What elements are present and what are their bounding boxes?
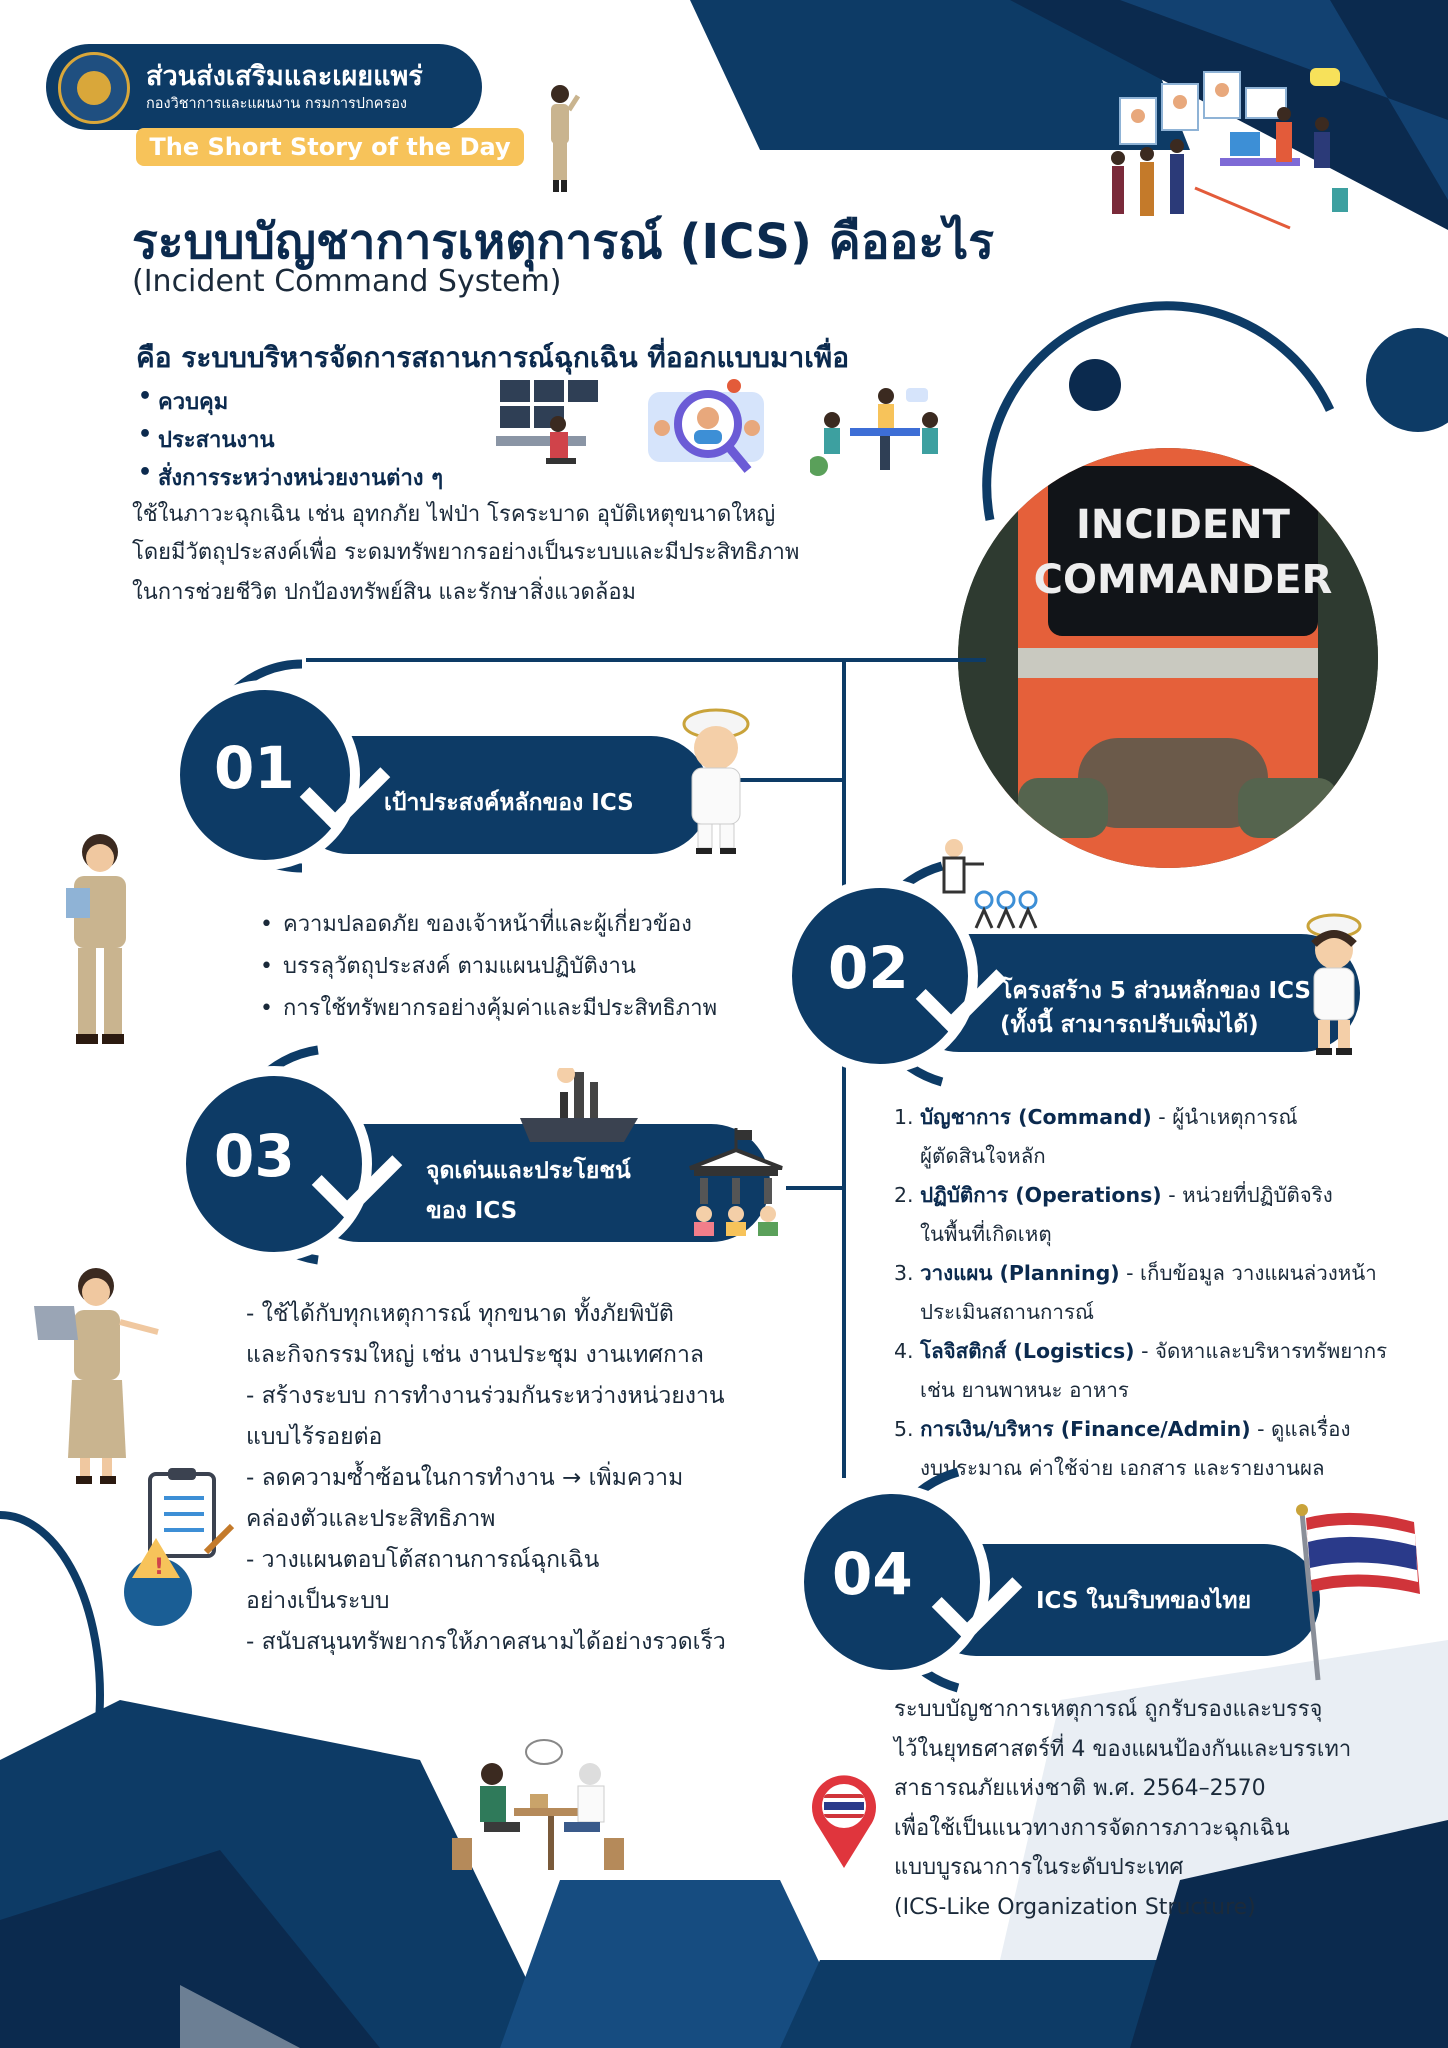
thai-context-line: แบบบูรณาการในระดับประเทศ [894, 1855, 1184, 1880]
section-01-number: 01 [214, 734, 295, 802]
navy-ship-icon [520, 1052, 638, 1144]
structure-item-desc: งบประมาณ ค่าใช้จ่าย เอกสาร และรายงานผล [920, 1456, 1325, 1480]
section-04-number: 04 [832, 1540, 913, 1608]
benefit-line: - สร้างระบบ การทำงานร่วมกันระหว่างหน่วยงาน [246, 1383, 725, 1409]
thai-context-line: เพื่อใช้เป็นแนวทางการจัดการภาวะฉุกเฉิน [894, 1816, 1290, 1841]
patch-text-commander: COMMANDER [1033, 557, 1333, 603]
benefit-line: แบบไร้รอยต่อ [246, 1424, 383, 1450]
tagline-badge: The Short Story of the Day [136, 128, 524, 166]
structure-item: 5. การเงิน/บริหาร (Finance/Admin) - ดูแลเรื่อง [894, 1417, 1351, 1441]
structure-item: 3. วางแผน (Planning) - เก็บข้อมูล วางแผนล่วงหน้า [894, 1261, 1377, 1285]
page-subtitle: (Incident Command System) [132, 264, 562, 299]
intro-bullet: • สั่งการระหว่างหน่วยงานต่าง ๆ [158, 460, 443, 495]
section-02-number: 02 [828, 934, 909, 1002]
department-seal-icon [58, 52, 130, 124]
benefit-line: คล่องตัวและประสิทธิภาพ [246, 1506, 496, 1532]
org-name: ส่วนส่งเสริมและเผยแพร่ [146, 61, 423, 92]
intro-bullet: • ประสานงาน [158, 422, 275, 457]
goal-item: • บรรลุวัตถุประสงค์ ตามแผนปฏิบัติงาน [260, 948, 636, 983]
intro-paragraph-line: โดยมีวัตถุประสงค์เพื่อ ระดมทรัพยากรอย่างเป็นระบบและมีประสิทธิภาพ [132, 540, 800, 565]
navy-officer-woman-icon [1304, 910, 1366, 1058]
intro-paragraph-line: ในการช่วยชีวิต ปกป้องทรัพย์สิน และรักษาสิ่งแวดล้อม [132, 580, 637, 605]
government-building-icon [686, 1128, 786, 1238]
presenter-woman-icon [540, 84, 580, 194]
goal-item: • การใช้ทรัพยากรอย่างคุ้มค่าและมีประสิทธิภาพ [260, 990, 717, 1025]
intro-paragraph-line: ใช้ในภาวะฉุกเฉิน เช่น อุทกภัย ไฟป่า โรคระบาด อุบัติเหตุขนาดใหญ่ [132, 502, 776, 527]
incident-commander-photo [958, 448, 1378, 868]
intro-heading: คือ ระบบบริหารจัดการสถานการณ์ฉุกเฉิน ที่ออกแบบมาเพื่อ [136, 341, 850, 374]
two-people-meeting-illustration [444, 1738, 628, 1878]
goal-item: • ความปลอดภัย ของเจ้าหน้าที่และผู้เกี่ยวข้อง [260, 906, 692, 941]
thai-flag-icon [1294, 1502, 1424, 1682]
checklist-warning-icon [124, 1468, 236, 1628]
structure-item-desc: ในพื้นที่เกิดเหตุ [920, 1222, 1052, 1246]
benefit-line: - วางแผนตอบโต้สถานการณ์ฉุกเฉิน [246, 1547, 600, 1573]
benefit-line: - ลดความซ้ำซ้อนในการทำงาน → เพิ่มความ [246, 1465, 684, 1491]
benefit-line: - ใช้ได้กับทุกเหตุการณ์ ทุกขนาด ทั้งภัยพิบัติ [246, 1301, 674, 1327]
thailand-location-pin-icon [808, 1770, 880, 1870]
structure-item: 1. บัญชาการ (Command) - ผู้นำเหตุการณ์ [894, 1105, 1298, 1129]
section-02-label-line1: โครงสร้าง 5 ส่วนหลักของ ICS [1000, 978, 1311, 1004]
structure-item-desc: เช่น ยานพาหนะ อาหาร [920, 1378, 1129, 1402]
navy-officer-icon [680, 704, 752, 856]
section-02-label-line2: (ทั้งนี้ สามารถปรับเพิ่มได้) [1000, 1012, 1259, 1038]
thai-context-line: (ICS-Like Organization Structure) [894, 1895, 1256, 1920]
team-meeting-illustration [810, 382, 950, 482]
connector-line [786, 1186, 844, 1190]
official-with-clipboard-icon [60, 830, 142, 1052]
structure-item-desc: ผู้ตัดสินใจหลัก [920, 1144, 1046, 1168]
patch-text-incident: INCIDENT [1076, 502, 1290, 548]
thai-context-line: ไว้ในยุทธศาสตร์ที่ 4 ของแผนป้องกันและบรรเทา [894, 1737, 1352, 1762]
benefit-line: - สนับสนุนทรัพยากรให้ภาคสนามได้อย่างรวดเร็ว [246, 1629, 726, 1655]
intro-bullet: • ควบคุม [158, 384, 228, 419]
structure-item: 4. โลจิสติกส์ (Logistics) - จัดหาและบริหารทรัพยากร [894, 1339, 1388, 1363]
page-title: ระบบบัญชาการเหตุการณ์ (ICS) คืออะไร [132, 214, 995, 270]
thai-context-line: ระบบบัญชาการเหตุการณ์ ถูกรับรองและบรรจุ [894, 1697, 1323, 1722]
benefit-line: และกิจกรรมใหญ่ เช่น งานประชุม งานเทศกาล [246, 1342, 704, 1368]
svg-text:!: ! [154, 1555, 165, 1580]
thai-context-line: สาธารณภัยแห่งชาติ พ.ศ. 2564–2570 [894, 1776, 1266, 1801]
benefit-line: อย่างเป็นระบบ [246, 1588, 390, 1614]
section-03-label-line1: จุดเด่นและประโยชน์ [426, 1158, 631, 1184]
official-woman-with-laptop-icon [34, 1262, 164, 1486]
structure-item-desc: ประเมินสถานการณ์ [920, 1300, 1094, 1324]
structure-item: 2. ปฏิบัติการ (Operations) - หน่วยที่ปฏิบัติจริง [894, 1183, 1333, 1207]
section-04-label: ICS ในบริบทของไทย [1036, 1588, 1252, 1614]
org-structure-icon [940, 838, 1050, 930]
section-01-label: เป้าประสงค์หลักของ ICS [384, 790, 634, 816]
control-room-illustration [496, 376, 608, 476]
org-subtitle: กองวิชาการและแผนงาน กรมการปกครอง [146, 96, 408, 112]
office-team-illustration [1100, 58, 1370, 258]
section-03-number: 03 [214, 1122, 295, 1190]
candidate-search-icon [648, 378, 764, 478]
connector-line [306, 658, 986, 662]
section-03-label-line2: ของ ICS [426, 1198, 518, 1224]
